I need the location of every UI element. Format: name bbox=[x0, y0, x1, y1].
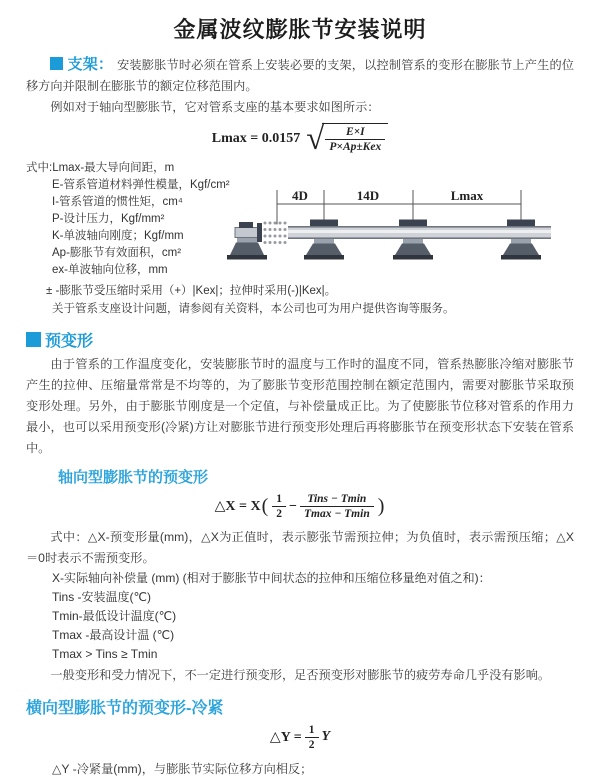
pipe-end-cap bbox=[257, 223, 262, 242]
lateral-note-line: △Y -冷紧量(mm)，与膨胀节实际位移方向相反； bbox=[52, 762, 313, 777]
axial-closing-line: 一般变形和受力情况下，不一定进行预变形，足否预变形对膨胀节的疲劳寿命几乎没有影响。 bbox=[50, 667, 551, 682]
anchor-pipe-stub bbox=[235, 227, 260, 237]
definition-line: Ap-膨胀节有效面积，cm² bbox=[52, 246, 182, 259]
pipe-top-edge bbox=[259, 226, 551, 228]
lateral-half-denominator: 2 bbox=[308, 738, 315, 751]
lmax-formula-prefix: Lmax = 0.0157 bbox=[211, 130, 301, 146]
pipe-bottom-edge bbox=[259, 237, 551, 239]
lmax-formula-numerator: E×I bbox=[325, 125, 385, 140]
plusminus-note: ± -膨胀节受压缩时采用（+）|Kex|；拉伸时采用(-)|Kex|。 bbox=[46, 284, 337, 297]
axial-formula-numerator: Tins − Tmin bbox=[300, 492, 374, 507]
support-intro-paragraph bbox=[26, 54, 574, 97]
lateral-half-numerator: 1 bbox=[305, 723, 319, 738]
axial-line: Tmax > Tins ≥ Tmin bbox=[52, 646, 158, 661]
section-marker-square bbox=[50, 57, 63, 70]
page-title: 金属波纹膨胀节安装说明 bbox=[173, 17, 427, 42]
guide-support bbox=[304, 219, 344, 259]
axial-line: Tins -安装温度(℃) bbox=[52, 589, 152, 604]
half-denominator: 2 bbox=[276, 508, 282, 521]
lmax-formula bbox=[26, 123, 574, 155]
lateral-formula-rhs: Y bbox=[321, 729, 331, 745]
lateral-formula bbox=[26, 723, 574, 753]
pipe-highlight bbox=[259, 230, 551, 233]
open-paren: ( bbox=[261, 495, 269, 518]
lateral-formula-lhs: △Y = bbox=[269, 729, 302, 745]
support-section-heading: 支架： bbox=[67, 56, 114, 73]
guide-support bbox=[393, 219, 433, 259]
definition-line: E-管系管道材料弹性模量，Kgf/cm² bbox=[52, 178, 230, 191]
pipe-support-diagram bbox=[231, 186, 576, 266]
section-marker-square bbox=[26, 332, 41, 347]
consult-note: 关于管系支座设计问题，请参阅有关资料，本公司也可为用户提供咨询等服务。 bbox=[52, 303, 455, 316]
axial-formula-denominator: Tmax − Tmin bbox=[303, 508, 370, 521]
minus-operator: − bbox=[288, 498, 297, 514]
anchor-top-clamp bbox=[239, 222, 253, 228]
definitions-and-diagram bbox=[26, 160, 574, 282]
close-paren: ) bbox=[377, 495, 385, 518]
definition-line: I-管系管道的惯性矩，cm⁴ bbox=[52, 195, 183, 208]
definition-line: 式中:Lmax-最大导向间距，m bbox=[26, 161, 175, 174]
pipe-support-diagram-svg bbox=[231, 186, 576, 266]
predeform-body-paragraph: 由于管系的工作温度变化，安装膨胀节时的温度与工作时的温度不同，管系热膨胀冷缩对膨胀节产生的拉伸、压缩量常常是不均等的，为了膨胀节变形范围控制在额定范围内，需要对膨胀节采取预变形处理。另外，由于膨胀节刚度是一个定值，与补偿量成正比。为了使膨胀节位移对管系的作用力最小，也可以采用预变形(冷紧)方让对膨胀节进行预变形处理后再将膨胀节在预变形状态下安装在管系中。 bbox=[26, 356, 574, 455]
diagram-label-4d: 4D bbox=[292, 187, 308, 203]
support-example-line: 例如对于轴向型膨胀节，它对管系支座的基本要求如图所示： bbox=[50, 100, 380, 114]
axial-line: Tmax -最高设计温 (℃) bbox=[52, 627, 175, 642]
axial-formula-lhs: △X = X bbox=[214, 499, 261, 515]
axial-definition-lines bbox=[26, 569, 574, 664]
diagram-label-lmax: Lmax bbox=[450, 187, 484, 203]
lateral-subheading: 横向型膨胀节的预变形-冷紧 bbox=[26, 699, 224, 717]
definition-line: P-设计压力，Kgf/mm² bbox=[52, 212, 165, 225]
predeform-section-heading-row bbox=[26, 328, 574, 351]
radical-sign: √ bbox=[306, 121, 325, 157]
definition-line: ex-单波轴向位移，mm bbox=[52, 263, 168, 276]
predeform-section-heading: 预变形 bbox=[45, 332, 94, 350]
axial-note-paragraph: 式中：△X-预变形量(mm)，△X为正值时，表示膨张节需预拉伸；为负值时，表示需预压缩；△X＝0时表示不需预变形。 bbox=[26, 529, 574, 565]
definition-line: K-单波轴向刚度；Kgf/mm bbox=[52, 229, 184, 242]
bellows-region bbox=[262, 224, 288, 240]
lmax-formula-denominator: P×Ap±Kex bbox=[329, 141, 382, 154]
axial-line: Tmin-最低设计温度(℃) bbox=[52, 608, 177, 623]
diagram-label-14d: 14D bbox=[356, 187, 380, 203]
axial-formula bbox=[26, 492, 574, 522]
guide-support bbox=[501, 219, 541, 259]
sqrt-expression bbox=[306, 123, 388, 155]
axial-subheading: 轴向型膨胀节的预变形 bbox=[58, 468, 209, 486]
support-intro-text: 安装膨胀节时必须在管系上安装必要的支架，以控制管系的变形在膨胀节上产生的位移方向并限制在膨胀节的额定位移范围内。 bbox=[26, 58, 574, 93]
half-numerator: 1 bbox=[272, 492, 286, 507]
axial-line: X-实际轴向补偿量 (mm) (相对于膨胀节中间状态的拉伸和压缩位移量绝对值之和)： bbox=[52, 570, 491, 585]
